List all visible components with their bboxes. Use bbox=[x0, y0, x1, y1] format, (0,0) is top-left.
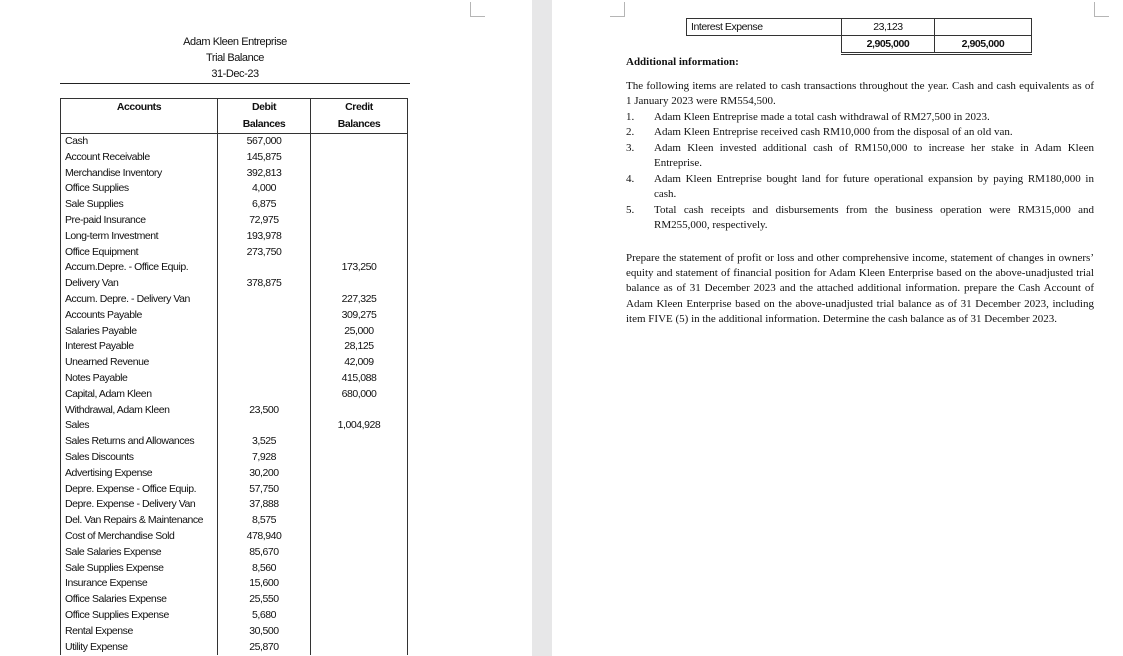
debit-cell: 193,978 bbox=[218, 229, 311, 245]
debit-cell: 392,813 bbox=[218, 166, 311, 182]
col-credit: Credit bbox=[311, 99, 408, 117]
account-cell: Sales Returns and Allowances bbox=[61, 434, 218, 450]
credit-cell bbox=[311, 434, 408, 450]
debit-cell: 145,875 bbox=[218, 150, 311, 166]
table-row bbox=[61, 292, 408, 308]
account-cell: Office Supplies bbox=[61, 181, 218, 197]
credit-cell bbox=[311, 640, 408, 656]
list-item: Adam Kleen Entreprise received cash RM10,000 from the disposal of an old van. bbox=[654, 126, 1013, 138]
table-row bbox=[61, 387, 408, 403]
debit-cell: 57,750 bbox=[218, 482, 311, 498]
header-rule bbox=[60, 83, 410, 84]
list-item-number: 4. bbox=[626, 173, 635, 185]
list-item-number: 5. bbox=[626, 204, 635, 216]
report-date: 31-Dec-23 bbox=[211, 68, 259, 80]
table-row bbox=[61, 545, 408, 561]
account-cell: Sales Discounts bbox=[61, 450, 218, 466]
table-row bbox=[61, 166, 408, 182]
account-cell: Rental Expense bbox=[61, 624, 218, 640]
account-cell: Withdrawal, Adam Kleen bbox=[61, 403, 218, 419]
credit-cell bbox=[311, 545, 408, 561]
total-debit: 2,905,000 bbox=[842, 36, 935, 54]
credit-cell: 25,000 bbox=[311, 324, 408, 340]
account-cell: Sale Salaries Expense bbox=[61, 545, 218, 561]
list-item-number: 2. bbox=[626, 126, 635, 138]
credit-cell bbox=[311, 150, 408, 166]
table-row bbox=[61, 229, 408, 245]
table-row bbox=[61, 513, 408, 529]
table-row bbox=[61, 608, 408, 624]
interest-expense-label: Interest Expense bbox=[687, 19, 842, 36]
account-cell: Office Equipment bbox=[61, 245, 218, 261]
account-cell: Depre. Expense - Office Equip. bbox=[61, 482, 218, 498]
debit-cell: 15,600 bbox=[218, 576, 311, 592]
account-cell: Capital, Adam Kleen bbox=[61, 387, 218, 403]
table-row bbox=[61, 640, 408, 656]
credit-cell bbox=[311, 197, 408, 213]
debit-cell: 4,000 bbox=[218, 181, 311, 197]
table-row bbox=[61, 418, 408, 434]
list-item-number: 1. bbox=[626, 111, 635, 123]
debit-cell: 567,000 bbox=[218, 134, 311, 150]
credit-cell: 415,088 bbox=[311, 371, 408, 387]
credit-cell bbox=[311, 166, 408, 182]
account-cell: Insurance Expense bbox=[61, 576, 218, 592]
trial-balance-table bbox=[60, 98, 408, 655]
table-row bbox=[61, 371, 408, 387]
credit-cell: 309,275 bbox=[311, 308, 408, 324]
table-row bbox=[61, 245, 408, 261]
list-item-number: 3. bbox=[626, 142, 635, 154]
credit-cell bbox=[311, 482, 408, 498]
page-corner-mark bbox=[1094, 2, 1109, 17]
account-cell: Merchandise Inventory bbox=[61, 166, 218, 182]
credit-cell bbox=[311, 450, 408, 466]
credit-cell bbox=[311, 466, 408, 482]
table-row bbox=[61, 482, 408, 498]
table-row bbox=[61, 181, 408, 197]
debit-cell: 30,200 bbox=[218, 466, 311, 482]
table-row bbox=[61, 339, 408, 355]
debit-cell bbox=[218, 260, 311, 276]
list-item: Adam Kleen Entreprise made a total cash withdrawal of RM27,500 in 2023. bbox=[654, 111, 990, 123]
credit-cell bbox=[311, 624, 408, 640]
table-row bbox=[61, 134, 408, 150]
additional-info-heading: Additional information: bbox=[626, 56, 739, 68]
debit-cell bbox=[218, 418, 311, 434]
account-cell: Unearned Revenue bbox=[61, 355, 218, 371]
table-row bbox=[61, 260, 408, 276]
page-corner-mark bbox=[470, 2, 485, 17]
debit-cell: 85,670 bbox=[218, 545, 311, 561]
table-row bbox=[61, 450, 408, 466]
debit-cell: 6,875 bbox=[218, 197, 311, 213]
debit-cell: 37,888 bbox=[218, 497, 311, 513]
trial-balance-rows bbox=[61, 134, 408, 656]
account-cell: Utility Expense bbox=[61, 640, 218, 656]
debit-cell: 8,560 bbox=[218, 561, 311, 577]
account-cell: Salaries Payable bbox=[61, 324, 218, 340]
table-row bbox=[61, 276, 408, 292]
account-cell: Notes Payable bbox=[61, 371, 218, 387]
debit-cell: 8,575 bbox=[218, 513, 311, 529]
credit-cell: 1,004,928 bbox=[311, 418, 408, 434]
account-cell: Delivery Van bbox=[61, 276, 218, 292]
trial-balance-continued bbox=[686, 18, 1032, 55]
debit-cell: 273,750 bbox=[218, 245, 311, 261]
col-debit: Debit bbox=[218, 99, 311, 117]
table-row bbox=[61, 466, 408, 482]
col-accounts: Accounts bbox=[61, 99, 218, 117]
credit-cell bbox=[311, 403, 408, 419]
credit-cell bbox=[311, 181, 408, 197]
debit-cell: 7,928 bbox=[218, 450, 311, 466]
credit-cell bbox=[311, 608, 408, 624]
account-cell: Account Receivable bbox=[61, 150, 218, 166]
debit-cell: 23,500 bbox=[218, 403, 311, 419]
list-item: Adam Kleen Entreprise bought land for future operational expansion by paying RM180,000 in cash. bbox=[654, 173, 1094, 201]
table-row bbox=[61, 561, 408, 577]
page-corner-mark bbox=[610, 2, 625, 17]
table-row bbox=[61, 529, 408, 545]
credit-cell bbox=[311, 513, 408, 529]
account-cell: Long-term Investment bbox=[61, 229, 218, 245]
credit-cell: 42,009 bbox=[311, 355, 408, 371]
account-cell: Cash bbox=[61, 134, 218, 150]
account-cell: Depre. Expense - Delivery Van bbox=[61, 497, 218, 513]
account-cell: Sales bbox=[61, 418, 218, 434]
table-row bbox=[61, 355, 408, 371]
credit-cell bbox=[311, 229, 408, 245]
account-cell: Office Salaries Expense bbox=[61, 592, 218, 608]
account-cell: Pre-paid Insurance bbox=[61, 213, 218, 229]
debit-cell bbox=[218, 355, 311, 371]
credit-cell bbox=[311, 497, 408, 513]
account-cell: Sale Supplies bbox=[61, 197, 218, 213]
table-row bbox=[61, 576, 408, 592]
table-row bbox=[61, 592, 408, 608]
credit-cell bbox=[311, 592, 408, 608]
table-row bbox=[61, 497, 408, 513]
table-row bbox=[61, 403, 408, 419]
table-row bbox=[61, 150, 408, 166]
debit-cell bbox=[218, 324, 311, 340]
left-page bbox=[0, 0, 532, 656]
account-cell: Office Supplies Expense bbox=[61, 608, 218, 624]
debit-cell bbox=[218, 308, 311, 324]
credit-cell bbox=[311, 245, 408, 261]
credit-cell bbox=[311, 561, 408, 577]
total-credit: 2,905,000 bbox=[935, 36, 1032, 54]
table-row bbox=[61, 324, 408, 340]
account-cell: Accounts Payable bbox=[61, 308, 218, 324]
table-row bbox=[61, 308, 408, 324]
account-cell: Advertising Expense bbox=[61, 466, 218, 482]
debit-cell: 72,975 bbox=[218, 213, 311, 229]
account-cell: Sale Supplies Expense bbox=[61, 561, 218, 577]
credit-cell bbox=[311, 134, 408, 150]
credit-cell bbox=[311, 276, 408, 292]
account-cell: Accum.Depre. - Office Equip. bbox=[61, 260, 218, 276]
debit-cell: 25,870 bbox=[218, 640, 311, 656]
credit-cell bbox=[311, 213, 408, 229]
company-name: Adam Kleen Entreprise bbox=[183, 36, 287, 48]
debit-cell: 378,875 bbox=[218, 276, 311, 292]
debit-cell: 5,680 bbox=[218, 608, 311, 624]
debit-cell bbox=[218, 292, 311, 308]
credit-cell bbox=[311, 576, 408, 592]
debit-cell bbox=[218, 371, 311, 387]
debit-cell bbox=[218, 387, 311, 403]
list-item: Adam Kleen invested additional cash of RM150,000 to increase her stake in Adam Kleen Entreprise. bbox=[654, 142, 1094, 170]
task-paragraph: Prepare the statement of profit or loss and other comprehensive income, statement of changes in owners’ equity and statement of financial position for Adam Kleen Enterprise based on the above-unadjusted trial balance as of 31 December 2023 and the attached additional information. prepare the Cash Account of Adam Kleen Enterprise based on the above-unadjusted trial balance as of 31 December 2023, including item FIVE (5) in the additional information. Determine the cash balance as of 31 December 2023. bbox=[626, 252, 1094, 325]
col-debit-sub: Balances bbox=[218, 116, 311, 134]
table-row bbox=[61, 624, 408, 640]
list-item: Total cash receipts and disbursements from the business operation were RM315,000 and RM255,000, respectively. bbox=[654, 204, 1094, 232]
debit-cell: 25,550 bbox=[218, 592, 311, 608]
table-row bbox=[61, 434, 408, 450]
credit-cell bbox=[311, 529, 408, 545]
col-credit-sub: Balances bbox=[311, 116, 408, 134]
account-cell: Interest Payable bbox=[61, 339, 218, 355]
credit-cell: 227,325 bbox=[311, 292, 408, 308]
debit-cell: 3,525 bbox=[218, 434, 311, 450]
account-cell: Accum. Depre. - Delivery Van bbox=[61, 292, 218, 308]
debit-cell bbox=[218, 339, 311, 355]
additional-info-intro: The following items are related to cash transactions throughout the year. Cash and cash equivalents as of 1 January 2023 were RM554,500. bbox=[626, 80, 1094, 108]
debit-cell: 30,500 bbox=[218, 624, 311, 640]
credit-cell: 680,000 bbox=[311, 387, 408, 403]
interest-expense-debit: 23,123 bbox=[842, 19, 935, 36]
debit-cell: 478,940 bbox=[218, 529, 311, 545]
table-row bbox=[61, 197, 408, 213]
credit-cell: 28,125 bbox=[311, 339, 408, 355]
account-cell: Del. Van Repairs & Maintenance bbox=[61, 513, 218, 529]
account-cell: Cost of Merchandise Sold bbox=[61, 529, 218, 545]
report-title: Trial Balance bbox=[206, 52, 264, 64]
table-row bbox=[61, 213, 408, 229]
credit-cell: 173,250 bbox=[311, 260, 408, 276]
